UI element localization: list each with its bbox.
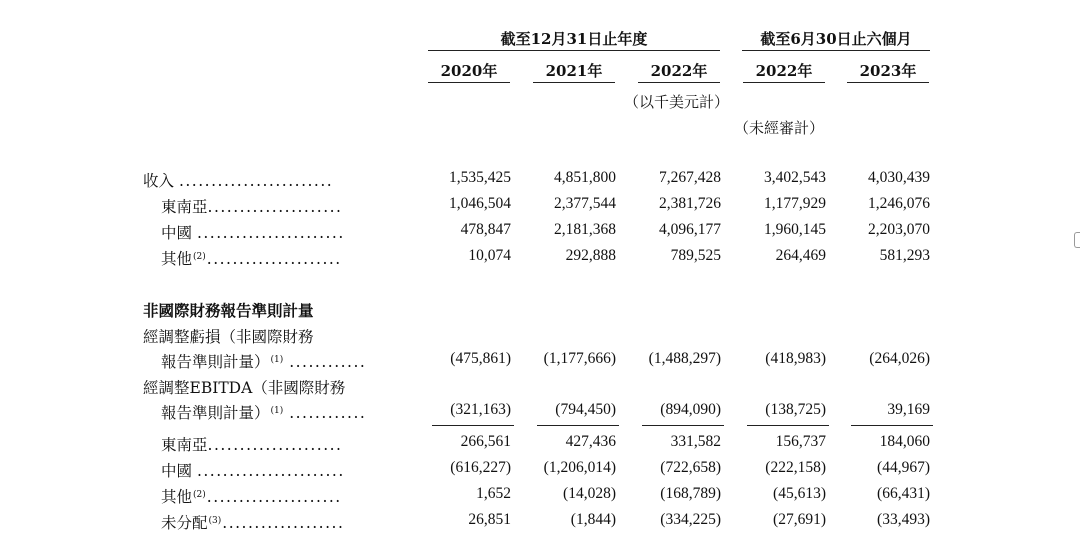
cell-2021: 2,181,368 (554, 221, 616, 238)
cell-2021: (1,844) (570, 511, 616, 528)
cell-2022-h1: 264,469 (775, 247, 826, 264)
cell-2023-h1: (33,493) (877, 511, 930, 528)
cell-2022-h1: (418,983) (765, 350, 826, 367)
unaudited-note: （未經審計） (734, 119, 825, 137)
cell-2020: 478,847 (460, 221, 511, 238)
cell-2020: 1,652 (476, 485, 511, 502)
year-header-1: 2020年 (440, 62, 498, 80)
year-rule-4 (743, 82, 825, 83)
cell-2022: 4,096,177 (659, 221, 721, 238)
cell-2021: 427,436 (565, 433, 616, 450)
cell-2022: 331,582 (670, 433, 721, 450)
table-row (0, 511, 1080, 537)
cell-2022: (722,658) (660, 459, 721, 476)
header-six-months: 截至6月30日止六個月 (760, 30, 912, 48)
cell-2022-h1: 3,402,543 (764, 169, 826, 186)
cell-2020: (616,227) (450, 459, 511, 476)
row-label: 報告準則計量）$^{(1)}$ ............ (161, 404, 367, 422)
header-full-year: 截至12月31日止年度 (500, 30, 648, 48)
row-label: 東南亞..................... (161, 436, 343, 454)
year-header-2: 2021年 (545, 62, 603, 80)
cell-2022-h1: (222,158) (765, 459, 826, 476)
year-rule-1 (428, 82, 510, 83)
cell-2020: (321,163) (450, 401, 511, 418)
cell-2021: (794,450) (555, 401, 616, 418)
row-label: 東南亞..................... (161, 198, 343, 216)
cell-2023-h1: (66,431) (877, 485, 930, 502)
cell-2023-h1: 184,060 (879, 433, 930, 450)
cell-2023-h1: (44,967) (877, 459, 930, 476)
cell-2022-h1: 156,737 (775, 433, 826, 450)
section-title: 非國際財務報告準則計量 (143, 301, 314, 320)
cell-2021: 2,377,544 (554, 195, 616, 212)
cell-2020: 1,535,425 (449, 169, 511, 186)
cell-2022: 7,267,428 (659, 169, 721, 186)
cell-2021: (1,177,666) (543, 350, 616, 367)
cell-2022: 2,381,726 (659, 195, 721, 212)
row-label: 收入 ........................ (143, 172, 334, 190)
cell-2022: (1,488,297) (648, 350, 721, 367)
table-row (0, 221, 1080, 247)
cell-2023-h1: 2,203,070 (868, 221, 930, 238)
header-full-year-rule (428, 50, 720, 51)
total-rule (432, 425, 514, 426)
table-row (0, 247, 1080, 273)
cell-2023-h1: 39,169 (887, 401, 930, 418)
cell-2022-h1: 1,960,145 (764, 221, 826, 238)
adjusted-ebitda-label: 經調整EBITDA（非國際財務 (143, 379, 346, 397)
table-row (0, 169, 1080, 195)
year-header-4: 2022年 (755, 62, 813, 80)
table-row (0, 459, 1080, 485)
row-label: 其他$^{(2)}$..................... (161, 250, 342, 268)
row-label: 報告準則計量）$^{(1)}$ ............ (161, 353, 367, 371)
cell-2023-h1: 4,030,439 (868, 169, 930, 186)
cell-2022-h1: (27,691) (773, 511, 826, 528)
table-row (0, 485, 1080, 511)
adjusted-loss-label: 經調整虧損（非國際財務 (143, 328, 314, 346)
table-row (0, 433, 1080, 459)
year-rule-3 (638, 82, 720, 83)
cell-2023-h1: 581,293 (879, 247, 930, 264)
cell-2021: 292,888 (565, 247, 616, 264)
cell-2023-h1: 1,246,076 (868, 195, 930, 212)
cell-2022: (168,789) (660, 485, 721, 502)
cell-2020: 1,046,504 (449, 195, 511, 212)
row-label: 未分配$^{(3)}$................... (161, 514, 345, 532)
cell-2021: 4,851,800 (554, 169, 616, 186)
side-panel-tab[interactable] (1074, 232, 1080, 248)
table-row (0, 401, 1080, 427)
header-six-months-rule (742, 50, 930, 51)
cell-2022-h1: (45,613) (773, 485, 826, 502)
cell-2022: 789,525 (670, 247, 721, 264)
cell-2020: 26,851 (468, 511, 511, 528)
table-row (0, 195, 1080, 221)
unit-note: （以千美元計） (624, 93, 730, 111)
total-rule (642, 425, 724, 426)
year-rule-2 (533, 82, 615, 83)
cell-2022: (334,225) (660, 511, 721, 528)
total-rule (851, 425, 933, 426)
total-rule (537, 425, 619, 426)
year-header-5: 2023年 (859, 62, 917, 80)
year-header-3: 2022年 (650, 62, 708, 80)
cell-2022-h1: (138,725) (765, 401, 826, 418)
cell-2020: 266,561 (460, 433, 511, 450)
row-label: 中國 ....................... (161, 224, 345, 242)
year-rule-5 (847, 82, 929, 83)
row-label: 中國 ....................... (161, 462, 345, 480)
table-row (0, 350, 1080, 376)
cell-2021: (1,206,014) (543, 459, 616, 476)
cell-2023-h1: (264,026) (869, 350, 930, 367)
cell-2020: 10,074 (468, 247, 511, 264)
cell-2022: (894,090) (660, 401, 721, 418)
cell-2020: (475,861) (450, 350, 511, 367)
total-rule (747, 425, 829, 426)
cell-2021: (14,028) (563, 485, 616, 502)
cell-2022-h1: 1,177,929 (764, 195, 826, 212)
row-label: 其他$^{(2)}$..................... (161, 488, 342, 506)
